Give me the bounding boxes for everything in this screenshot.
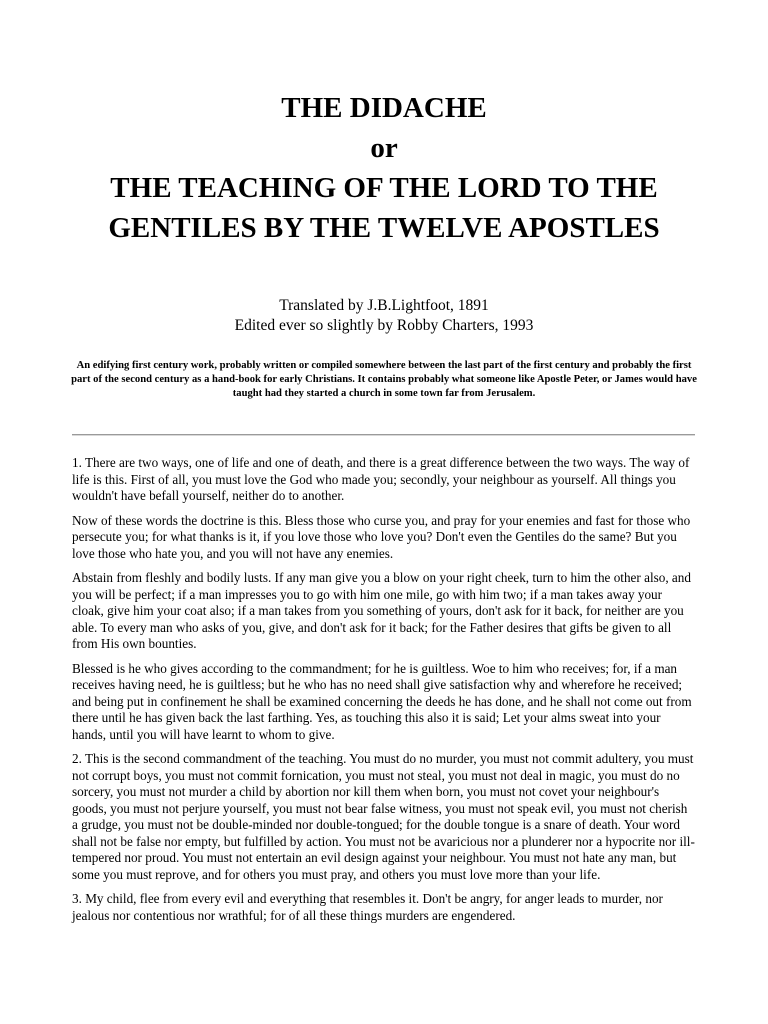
editor-credit: Edited ever so slightly by Robby Charters, 1993: [234, 317, 534, 334]
paragraph: Abstain from fleshly and bodily lusts. If any man give you a blow on your right cheek, turn to him the other also, and you will be perfect; if a man impresses you to go with him one mile, go with him two; if a man takes away your cloak, give him your coat also; if a man takes from you something of yours, don't ask for it back, for neither are you able. To every man who asks of you, give, and don't ask for it back; for the Father desires that gifts be given to all from His own bounties.: [72, 570, 691, 651]
document-title: [0, 88, 768, 248]
title-line: GENTILES BY THE TWELVE APOSTLES: [108, 212, 660, 244]
body-text: [72, 455, 696, 932]
paragraph: 1. There are two ways, one of life and one of death, and there is a great difference between the two ways. The way of life is this. First of all, you must love the God who made you; secondly, your neighbour as yourself. All things you wouldn't have befall yourself, neither do to another.: [72, 455, 690, 503]
paragraph: Now of these words the doctrine is this. Bless those who curse you, and pray for your enemies and fast for those who persecute you; for what thanks is it, if you love those who love you? Don't even the Gentiles do the same? But you love those who hate you, and you will not have any enemies.: [72, 512, 691, 561]
title-line: or: [370, 132, 398, 164]
credits: [0, 296, 768, 336]
title-line: THE TEACHING OF THE LORD TO THE: [110, 172, 658, 204]
title-line: THE DIDACHE: [281, 92, 487, 124]
abstract: An edifying first century work, probably written or compiled somewhere between the last part of the first century and probably the first part of the second century as a hand-book for early Christians. It contains probably what someone like Apostle Peter, or James would have taught had they started a church in some town far from Jerusalem.: [71, 360, 697, 399]
paragraph: Blessed is he who gives according to the commandment; for he is guiltless. Woe to him who receives; for, if a man receives having need, he is guiltless; but he who has no need shall give satisfaction why and wherefore he received; and being put in confinement he shall be examined concerning the deeds he has done, and he shall not come out from there until he has given back the last farthing. Yes, as touching this also it is said; Let your alms sweat into your hands, until you will have learnt to whom to give.: [72, 660, 692, 742]
translator-credit: Translated by J.B.Lightfoot, 1891: [279, 297, 489, 314]
horizontal-divider: [72, 434, 695, 436]
paragraph: 3. My child, flee from every evil and everything that resembles it. Don't be angry, for anger leads to murder, nor jealous nor contentious nor wrathful; for of all these things murders are engendered.: [72, 891, 663, 923]
paragraph: 2. This is the second commandment of the teaching. You must do no murder, you must not commit adultery, you must not corrupt boys, you must not commit fornication, you must not steal, you must not deal in magic, you must do no sorcery, you must not murder a child by abortion nor kill them when born, you must not covet your neighbour's goods, you must not perjure yourself, you must not bear false witness, you must not speak evil, you must not cherish a grudge, you must not be double-minded nor double-tongued; for the double tongue is a snare of death. Your word shall not be false nor empty, but fulfilled by action. You must not be avaricious nor a plunderer nor a hypocrite nor ill-tempered nor proud. You must not entertain an evil design against your neighbour. You must not hate any man, but some you must reprove, and for others you must pray, and others you must love more than your life.: [72, 751, 695, 882]
